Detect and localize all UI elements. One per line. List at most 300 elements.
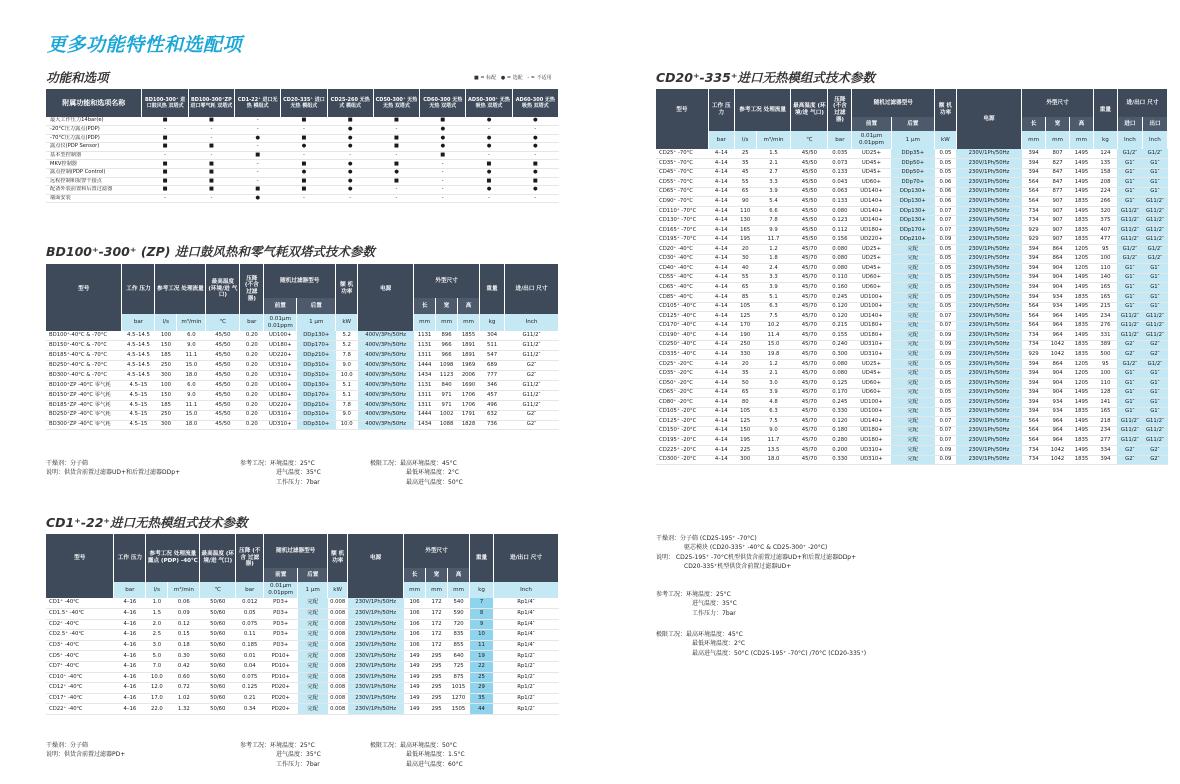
spec-cell: 50/60 xyxy=(200,683,236,694)
spec-cell: 295 xyxy=(426,672,448,683)
col-pre: 前置 xyxy=(264,568,298,582)
spec-cell: 394 xyxy=(1022,159,1046,169)
spec-cell: 45/50 xyxy=(206,351,240,361)
spec-cell: 106 xyxy=(404,609,426,620)
spec-cell: 907 xyxy=(1046,235,1070,245)
spec-cell: 230V/1Ph/50Hz xyxy=(956,331,1021,341)
spec-cell: 4.5–15 xyxy=(122,420,155,430)
spec-cell: 500 xyxy=(1093,350,1117,360)
spec-cell: UD310+ xyxy=(852,350,891,360)
col-post: 后置 xyxy=(298,568,328,582)
spec-cell: 734 xyxy=(1022,340,1046,350)
spec-cell: G1″ xyxy=(1117,407,1142,417)
spec-cell: 45/50 xyxy=(791,206,828,216)
spec-cell: UD100+ xyxy=(852,398,891,408)
spec-cell: G11/2″ xyxy=(1117,216,1142,226)
feature-mark: ■ xyxy=(281,134,327,143)
model-cell: CD2⁺ -40℃ xyxy=(46,619,114,630)
spec-cell: G1″ xyxy=(1142,273,1167,283)
unit-cell: Inch xyxy=(505,314,559,331)
feature-mark: ● xyxy=(512,169,558,178)
spec-cell: G11/2″ xyxy=(1142,426,1167,436)
spec-cell: 5.2 xyxy=(336,331,358,341)
feature-label: 露点仪(PDP Sensor) xyxy=(46,143,142,152)
spec-cell: 864 xyxy=(1046,254,1070,264)
unit-cell: bar xyxy=(114,582,146,598)
spec-cell: 0.09 xyxy=(935,455,957,465)
spec-cell: UD45+ xyxy=(852,159,891,169)
feature-label: 配备外装前置和后置过滤器 xyxy=(46,186,142,195)
spec-cell: 1205 xyxy=(1070,254,1094,264)
unit-cell: bar xyxy=(122,314,155,331)
spec-cell: 0.330 xyxy=(828,455,852,465)
spec-cell: 295 xyxy=(426,693,448,704)
model-cell: CD150⁺ -20°C xyxy=(656,426,708,436)
col-power: 额 机 功率 xyxy=(935,89,957,131)
spec-cell: G11/2″ xyxy=(505,341,559,351)
spec-cell: 4.5–15 xyxy=(122,390,155,400)
spec-cell: 149 xyxy=(404,662,426,673)
unit-cell: m³/min xyxy=(756,131,791,149)
spec-cell: 0.72 xyxy=(168,683,200,694)
cd1-row xyxy=(46,619,559,630)
spec-cell: 0.125 xyxy=(828,379,852,389)
model-cell: CD25⁺ -20°C xyxy=(656,359,708,369)
bd-row xyxy=(46,400,559,410)
unit-cell: kW xyxy=(336,314,358,331)
spec-cell: 0.330 xyxy=(828,407,852,417)
spec-cell: UD180+ xyxy=(264,390,297,400)
unit-cell: l/s xyxy=(155,314,177,331)
spec-cell: 400V/3Ph/50Hz xyxy=(358,331,414,341)
cd1-note: 说明：供货含前置过滤器PD+ xyxy=(46,751,126,759)
spec-cell: 4–16 xyxy=(114,662,146,673)
spec-cell: 完配 xyxy=(891,455,935,465)
spec-cell: 0.112 xyxy=(828,226,852,236)
features-row xyxy=(46,117,559,126)
spec-cell: G1″ xyxy=(1117,168,1142,178)
unit-cell: mm xyxy=(414,314,436,331)
feature-label: 露点控制(PDP Control) xyxy=(46,169,142,178)
spec-cell: G2″ xyxy=(505,361,559,371)
spec-cell: 300 xyxy=(155,420,177,430)
spec-cell: 25 xyxy=(734,149,756,159)
spec-cell: G1″ xyxy=(1117,159,1142,169)
feature-mark: ■ xyxy=(420,151,466,160)
bd-row xyxy=(46,341,559,351)
bd-ref-line: 环境温度：25°C xyxy=(270,460,315,467)
spec-cell: 300 xyxy=(155,371,177,381)
spec-cell: 266 xyxy=(1093,197,1117,207)
feature-mark: - xyxy=(327,194,373,203)
spec-cell: 0.05 xyxy=(935,159,957,169)
spec-cell: 完配 xyxy=(891,245,935,255)
cd20-lim-line: 最高进气温度：50°C (CD25-195⁺ -70°C) /70°C (CD20-335⁺) xyxy=(692,649,867,657)
spec-cell: 149 xyxy=(404,651,426,662)
spec-cell: 934 xyxy=(1046,407,1070,417)
spec-cell: 1835 xyxy=(1070,407,1094,417)
spec-cell: 966 xyxy=(436,351,458,361)
spec-cell: 完配 xyxy=(298,640,328,651)
spec-cell: 110 xyxy=(1093,379,1117,389)
spec-cell: 4–14 xyxy=(708,321,734,331)
spec-cell: 1.02 xyxy=(168,693,200,704)
spec-cell: 4–14 xyxy=(708,436,734,446)
spec-cell: 17.0 xyxy=(146,693,168,704)
features-title: 功能和选项 xyxy=(46,70,109,85)
unit-cell xyxy=(656,131,708,149)
spec-cell: 929 xyxy=(1022,235,1046,245)
spec-cell: 1205 xyxy=(1070,379,1094,389)
spec-cell: UD45+ xyxy=(852,264,891,274)
spec-cell: 0.063 xyxy=(828,187,852,197)
spec-cell: 250 xyxy=(155,410,177,420)
spec-cell: Rp1/2″ xyxy=(493,693,558,704)
col-power: 额 机 功率 xyxy=(328,534,348,582)
spec-cell: 0.21 xyxy=(236,693,264,704)
spec-cell: G11/2″ xyxy=(1117,436,1142,446)
spec-cell: 2.1 xyxy=(756,159,791,169)
spec-cell: 11.7 xyxy=(756,436,791,446)
spec-cell: 564 xyxy=(1022,187,1046,197)
spec-cell: 7.0 xyxy=(146,662,168,673)
spec-cell: 1791 xyxy=(458,410,480,420)
spec-cell: DDp130+ xyxy=(891,187,935,197)
cd1-ref-label: 参考工况： xyxy=(240,742,271,749)
spec-cell: 0.05 xyxy=(935,359,957,369)
spec-cell: 45/70 xyxy=(791,407,828,417)
spec-cell: 0.080 xyxy=(828,206,852,216)
spec-cell: 4.5–15 xyxy=(122,410,155,420)
spec-cell: 0.07 xyxy=(935,216,957,226)
spec-cell: 3.9 xyxy=(756,187,791,197)
cd20-row xyxy=(656,302,1168,312)
unit-cell: kW xyxy=(328,582,348,598)
unit-cell: 1 µm xyxy=(891,131,935,149)
spec-cell: 1835 xyxy=(1070,340,1094,350)
spec-cell: 0.20 xyxy=(240,390,264,400)
bd-lim-line: 最高进气温度：50°C xyxy=(406,478,463,486)
spec-cell: 4–14 xyxy=(708,178,734,188)
cd1-ref-line: 工作压力：7bar xyxy=(276,760,320,768)
spec-cell: 100 xyxy=(155,331,177,341)
features-row xyxy=(46,134,559,143)
spec-cell: 4–14 xyxy=(708,206,734,216)
spec-cell: 45/70 xyxy=(791,359,828,369)
spec-cell: 7.8 xyxy=(336,400,358,410)
spec-cell: 18.0 xyxy=(177,371,206,381)
legend xyxy=(474,74,552,81)
spec-cell: G11/2″ xyxy=(1142,235,1167,245)
col-pressure: 工作 压力 xyxy=(708,89,734,131)
unit-cell: mm xyxy=(1022,131,1046,149)
spec-cell: 632 xyxy=(480,410,505,420)
spec-cell: 215 xyxy=(1093,302,1117,312)
spec-cell: 0.30 xyxy=(168,651,200,662)
model-cell: CD65⁺ -40°C xyxy=(656,283,708,293)
spec-cell: 7.8 xyxy=(336,351,358,361)
spec-cell: 45/70 xyxy=(791,369,828,379)
spec-cell: 45/70 xyxy=(791,379,828,389)
unit-cell: bar xyxy=(236,582,264,598)
features-table xyxy=(46,89,559,203)
feature-mark: ■ xyxy=(188,143,234,152)
spec-cell: 170 xyxy=(734,321,756,331)
spec-cell: 400V/3Ph/50Hz xyxy=(358,410,414,420)
col-conn: 进/出口 尺寸 xyxy=(493,534,558,582)
spec-cell: 1088 xyxy=(436,420,458,430)
model-cell: CD105⁺ -40°C xyxy=(656,302,708,312)
spec-cell: G11/2″ xyxy=(505,400,559,410)
spec-cell: 400V/3Ph/50Hz xyxy=(358,341,414,351)
cd1-row xyxy=(46,651,559,662)
spec-cell: 4–14 xyxy=(708,197,734,207)
spec-cell: 4–14 xyxy=(708,187,734,197)
cd1-notes xyxy=(46,741,125,760)
col-dims: 外型尺寸 xyxy=(414,264,480,298)
feature-mark: ■ xyxy=(373,134,419,143)
spec-cell: 6.3 xyxy=(756,407,791,417)
legend-na: - = 不适用 xyxy=(527,75,552,81)
feature-mark: ● xyxy=(327,143,373,152)
cd1-row xyxy=(46,683,559,694)
spec-cell: 1828 xyxy=(458,420,480,430)
spec-cell: 5.1 xyxy=(336,380,358,390)
spec-cell: 230V/1Ph/50Hz xyxy=(956,426,1021,436)
spec-cell: 18.0 xyxy=(756,455,791,465)
spec-cell: 230V/1Ph/50Hz xyxy=(348,598,404,609)
cd20-row xyxy=(656,187,1168,197)
spec-cell: G1″ xyxy=(1117,273,1142,283)
feature-mark: ● xyxy=(281,143,327,152)
spec-cell: 230V/1Ph/50Hz xyxy=(956,292,1021,302)
spec-cell: G11/2″ xyxy=(505,351,559,361)
cd20-ref-line: 进气温度：35°C xyxy=(692,600,737,608)
spec-cell: 100 xyxy=(1093,369,1117,379)
spec-cell: 4–14 xyxy=(708,235,734,245)
spec-cell: 934 xyxy=(1046,398,1070,408)
spec-cell: 300 xyxy=(734,455,756,465)
spec-cell: 0.170 xyxy=(828,388,852,398)
spec-cell: Rp1/2″ xyxy=(493,672,558,683)
spec-cell: 1495 xyxy=(1070,398,1094,408)
spec-cell: 1131 xyxy=(414,380,436,390)
model-cell: CD125⁺ -20°C xyxy=(656,417,708,427)
spec-cell: 45/70 xyxy=(791,398,828,408)
spec-cell: 230V/1Ph/50Hz xyxy=(956,350,1021,360)
spec-cell: 1495 xyxy=(1070,149,1094,159)
unit-cell: ℃ xyxy=(206,314,240,331)
spec-cell: UD310+ xyxy=(852,455,891,465)
spec-cell: 0.20 xyxy=(240,410,264,420)
cd20-lim-line: 最高环境温度：45°C xyxy=(686,631,743,638)
cd20-row xyxy=(656,197,1168,207)
model-cell: CD85⁺ -40°C xyxy=(656,292,708,302)
spec-cell: 400V/3Ph/50Hz xyxy=(358,420,414,430)
feature-mark: ■ xyxy=(188,117,234,126)
spec-cell: 1434 xyxy=(414,420,436,430)
spec-cell: 45/70 xyxy=(791,273,828,283)
spec-cell: 907 xyxy=(1046,216,1070,226)
spec-cell: 110 xyxy=(1093,264,1117,274)
cd20-notes xyxy=(656,534,856,571)
spec-cell: DDp170+ xyxy=(297,390,336,400)
spec-cell: UD310+ xyxy=(852,340,891,350)
spec-cell: 0.125 xyxy=(236,683,264,694)
unit-cell: mm xyxy=(426,582,448,598)
feature-mark: - xyxy=(466,126,512,135)
spec-cell: 4–16 xyxy=(114,704,146,715)
spec-cell: 0.20 xyxy=(240,400,264,410)
spec-cell: 185 xyxy=(155,400,177,410)
spec-cell: 45/50 xyxy=(791,216,828,226)
spec-cell: G1/2″ xyxy=(1117,359,1142,369)
spec-cell: UD60+ xyxy=(852,273,891,283)
spec-cell: 230V/1Ph/50Hz xyxy=(956,283,1021,293)
spec-cell: 295 xyxy=(426,662,448,673)
spec-cell: DDp130+ xyxy=(297,331,336,341)
spec-cell: 0.05 xyxy=(935,283,957,293)
spec-cell: 230V/1Ph/50Hz xyxy=(956,369,1021,379)
spec-cell: G1″ xyxy=(1142,407,1167,417)
unit-cell: kg xyxy=(480,314,505,331)
spec-cell: 0.20 xyxy=(240,380,264,390)
spec-cell: 4–14 xyxy=(708,226,734,236)
spec-cell: 230V/1Ph/50Hz xyxy=(956,379,1021,389)
spec-cell: 11.7 xyxy=(756,235,791,245)
spec-cell: 540 xyxy=(448,598,470,609)
cd20-row xyxy=(656,283,1168,293)
cd20-row xyxy=(656,206,1168,216)
spec-cell: 6.0 xyxy=(177,380,206,390)
bd-lim-line: 最低环境温度：2°C xyxy=(406,469,460,477)
feature-mark: ■ xyxy=(281,160,327,169)
spec-cell: 45/70 xyxy=(791,321,828,331)
spec-cell: G1″ xyxy=(1142,302,1167,312)
spec-cell: 45/70 xyxy=(791,388,828,398)
spec-cell: 1495 xyxy=(1070,417,1094,427)
spec-cell: G1″ xyxy=(1117,379,1142,389)
spec-cell: 0.185 xyxy=(236,640,264,651)
spec-cell: 734 xyxy=(1022,331,1046,341)
spec-cell: 971 xyxy=(436,390,458,400)
feature-mark: - xyxy=(188,194,234,203)
cd1-limit-conditions xyxy=(370,741,465,769)
spec-cell: 964 xyxy=(1046,321,1070,331)
spec-cell: 230V/1Ph/50Hz xyxy=(956,417,1021,427)
col-W: 宽 xyxy=(426,568,448,582)
features-header-row xyxy=(46,89,559,117)
spec-cell: 完配 xyxy=(891,350,935,360)
spec-cell: 331 xyxy=(1093,331,1117,341)
spec-cell: 0.075 xyxy=(236,619,264,630)
spec-cell: 1495 xyxy=(1070,159,1094,169)
spec-cell: Rp1/4″ xyxy=(493,640,558,651)
spec-cell: 0.05 xyxy=(935,407,957,417)
feature-mark: - xyxy=(420,169,466,178)
spec-cell: 230V/1Ph/50Hz xyxy=(956,359,1021,369)
spec-cell: 218 xyxy=(1093,417,1117,427)
spec-cell: G2″ xyxy=(1142,445,1167,455)
spec-cell: 1042 xyxy=(1046,350,1070,360)
spec-cell: PD3+ xyxy=(264,640,298,651)
spec-cell: G1/2″ xyxy=(1117,149,1142,159)
feature-mark: ● xyxy=(327,177,373,186)
col-pressure: 工作 压力 xyxy=(114,534,146,582)
spec-cell: 394 xyxy=(1022,388,1046,398)
cd20-row xyxy=(656,359,1168,369)
spec-cell: 394 xyxy=(1022,359,1046,369)
feature-mark: - xyxy=(512,151,558,160)
spec-cell: 0.075 xyxy=(236,672,264,683)
spec-cell: 400V/3Ph/50Hz xyxy=(358,351,414,361)
spec-cell: 725 xyxy=(448,662,470,673)
spec-cell: 1706 xyxy=(458,390,480,400)
spec-cell: 完配 xyxy=(298,609,328,620)
spec-cell: G2″ xyxy=(1142,340,1167,350)
spec-cell: 4–14 xyxy=(708,312,734,322)
spec-cell: 904 xyxy=(1046,264,1070,274)
spec-cell: 230V/1Ph/50Hz xyxy=(956,159,1021,169)
bd-spec-table xyxy=(46,264,559,430)
feature-mark: ● xyxy=(466,134,512,143)
spec-cell: 0.008 xyxy=(328,630,348,641)
spec-cell: G1″ xyxy=(1142,369,1167,379)
spec-cell: 564 xyxy=(1022,178,1046,188)
spec-cell: 0.20 xyxy=(240,351,264,361)
feature-mark: ■ xyxy=(142,186,188,195)
spec-cell: 50/60 xyxy=(200,630,236,641)
spec-cell: 230V/1Ph/50Hz xyxy=(348,630,404,641)
model-cell: BD100⁺-40°C & -70°C xyxy=(46,331,122,341)
feature-mark: ■ xyxy=(327,117,373,126)
spec-cell: 827 xyxy=(1046,159,1070,169)
col-L: 长 xyxy=(1022,117,1046,131)
spec-cell: G1″ xyxy=(1142,388,1167,398)
spec-cell: UD140+ xyxy=(852,197,891,207)
col-dp: 压降 (不含 过滤 器) xyxy=(828,89,852,131)
spec-cell: 10.0 xyxy=(146,672,168,683)
spec-cell: 1891 xyxy=(458,341,480,351)
spec-cell: DDp70+ xyxy=(891,178,935,188)
spec-cell: 929 xyxy=(1022,226,1046,236)
spec-cell: 1123 xyxy=(436,371,458,381)
model-cell: CD12⁺ -40℃ xyxy=(46,683,114,694)
spec-cell: 394 xyxy=(1022,254,1046,264)
spec-cell: UD310+ xyxy=(264,410,297,420)
spec-cell: 564 xyxy=(1022,436,1046,446)
spec-cell: 9.0 xyxy=(177,390,206,400)
spec-cell: 0.05 xyxy=(935,398,957,408)
spec-cell: 0.06 xyxy=(935,187,957,197)
cd20-row xyxy=(656,350,1168,360)
spec-cell: 4–14 xyxy=(708,273,734,283)
feature-mark: - xyxy=(235,117,281,126)
spec-cell: 0.240 xyxy=(828,340,852,350)
bd-ref-label: 参考工况： xyxy=(240,460,271,467)
spec-cell: 165 xyxy=(1093,283,1117,293)
spec-cell: 4–14 xyxy=(708,264,734,274)
spec-cell: 394 xyxy=(1022,245,1046,255)
spec-cell: 10.0 xyxy=(336,371,358,381)
feature-mark: - xyxy=(142,151,188,160)
spec-cell: 4.5–14.5 xyxy=(122,371,155,381)
cd20-row xyxy=(656,331,1168,341)
col-model: 型号 xyxy=(46,534,114,582)
spec-cell: 135 xyxy=(1093,159,1117,169)
spec-cell: 106 xyxy=(404,619,426,630)
spec-cell: 835 xyxy=(448,630,470,641)
